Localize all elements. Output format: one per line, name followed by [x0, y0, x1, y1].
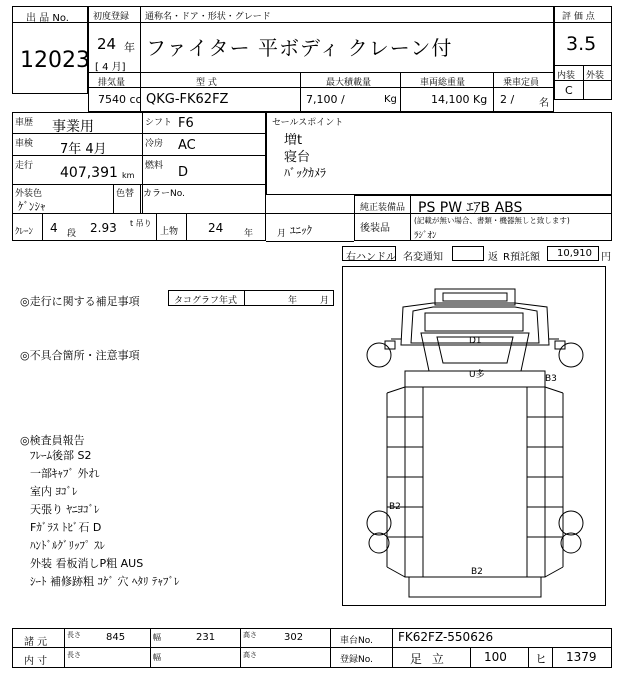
mark-label: D1	[469, 336, 482, 346]
width-label: 幅	[153, 633, 161, 642]
upper-month-unit: 月	[277, 229, 287, 239]
model-value: QKG-FK62FZ	[146, 92, 229, 107]
shift-value: F6	[178, 116, 194, 131]
inspector-item: Fｶﾞﾗｽ ﾄﾋﾞ石 D	[30, 521, 102, 534]
gross-value: 14,100 Kg	[431, 93, 488, 106]
recycle-value: 10,910	[557, 248, 592, 259]
reg-no-number: 1379	[566, 650, 597, 664]
reg-year-unit: 年	[124, 41, 135, 54]
length-label: 長さ	[67, 631, 81, 639]
color-value: ｹﾞﾝｼｬ	[18, 200, 46, 213]
dims-label: 諸 元	[24, 637, 48, 648]
steering-value: 右ハンドル	[346, 252, 396, 263]
mileage-unit: km	[122, 171, 135, 180]
height-label: 高さ	[243, 631, 257, 639]
grade-label: 評 価 点	[562, 12, 595, 22]
length-value: 845	[106, 632, 126, 643]
tacho-year-unit: 年	[288, 296, 298, 306]
sales-point-2: 寝台	[284, 150, 311, 165]
reg-no-label: 登録No.	[340, 655, 373, 665]
aftermarket-note: (記載が無い場合、書類・機器無しと致します)	[414, 216, 570, 225]
inspector-item: ﾌﾚｰﾑ後部 S2	[30, 449, 92, 462]
inspector-item: 外装 看板消しP粗 AUS	[30, 557, 144, 570]
defect-label: ◎不具合箇所・注意事項	[20, 349, 140, 362]
capacity-unit: 名	[539, 98, 549, 109]
mileage-value: 407,391	[60, 165, 118, 181]
reg-year: 24	[97, 35, 117, 53]
reg-no-value: 足 立	[410, 652, 447, 666]
inspector-item: ｼｰﾄ 補修跡粗 ｺｹﾞ 穴 ﾍﾀﾘ ﾃｬﾌﾞﾚ	[30, 575, 180, 588]
mileage-label: 走行	[15, 161, 34, 171]
history-value: 事業用	[52, 119, 94, 135]
lot-number: 12023	[20, 48, 90, 73]
width-label-2: 幅	[153, 653, 161, 662]
name-change-box	[452, 246, 484, 261]
car-name: ファイター 平ボディ クレーン付	[146, 36, 453, 60]
tacho-label: タコグラフ年式	[174, 296, 238, 306]
fuel-label: 燃料	[145, 161, 164, 171]
upper-label: 上物	[160, 227, 179, 237]
upper-year-unit: 年	[244, 229, 254, 239]
upper-year: 24	[208, 221, 224, 235]
lot-label: 出 品 No.	[26, 13, 69, 24]
truck-outline	[343, 267, 605, 605]
ac-label: 冷房	[145, 139, 164, 149]
capacity-label: 乗車定員	[503, 78, 540, 88]
reg-month: [ 4 月]	[95, 62, 126, 73]
interior-grade-label: 内装	[557, 71, 576, 81]
crane-stage-unit: 段	[67, 229, 77, 239]
mark-label: B2	[471, 567, 483, 577]
crane-tons-unit: t 吊り	[130, 219, 152, 228]
crane-label: ｸﾚｰﾝ	[15, 227, 34, 237]
inspector-item: 室内 ﾖｺﾞﾚ	[30, 485, 78, 498]
equipment-label: 純正装備品	[360, 203, 406, 213]
tax-label: 返	[488, 252, 498, 263]
width-value: 231	[196, 632, 216, 643]
inspection-label: 車検	[15, 139, 34, 149]
length-label-2: 長さ	[67, 651, 81, 659]
sales-point-1: 増t	[284, 133, 303, 148]
exterior-grade-label: 外装	[586, 71, 605, 81]
load-value: 7,100 /	[306, 93, 345, 106]
height-label-2: 高さ	[243, 651, 257, 659]
inspector-item: ﾊﾝﾄﾞﾙｸﾞﾘｯﾌﾟ ｽﾚ	[30, 539, 105, 552]
shift-label: シフト	[145, 118, 173, 128]
mark-label: U多	[469, 370, 485, 380]
recycle-label: R預託額	[503, 252, 540, 263]
footer-table	[12, 628, 612, 668]
mark-label: B2	[389, 502, 401, 512]
displacement-label: 排気量	[98, 78, 126, 88]
load-label: 最大積載量	[326, 78, 372, 88]
grade-value: 3.5	[566, 33, 597, 55]
height-value: 302	[284, 632, 304, 643]
reg-no-kana: ヒ	[535, 652, 548, 666]
sales-point-3: ﾊﾞｯｸｶﾒﾗ	[284, 166, 327, 180]
gross-label: 車両総重量	[420, 78, 466, 88]
aftermarket-value: ﾗｼﾞｵﾝ	[414, 231, 437, 241]
driving-label: ◎走行に関する補足事項	[20, 295, 140, 308]
name-change-label: 名変通知	[403, 252, 443, 263]
equipment-value: PS PW ｴｱB ABS	[418, 200, 523, 216]
history-label: 車歴	[15, 118, 34, 128]
displacement-value: 7540 cc	[98, 93, 142, 106]
reg-no-class: 100	[484, 650, 507, 664]
sales-label: セールスポイント	[272, 118, 344, 128]
load-unit: Kg	[384, 94, 397, 105]
crane-stage: 4	[50, 221, 58, 235]
name-label: 通称名・ドア・形状・グレード	[145, 12, 271, 22]
inspector-label: ◎検査員報告	[20, 434, 85, 447]
color-label: 外装色	[15, 189, 43, 199]
crane-tons: 2.93	[90, 221, 117, 235]
capacity-value: 2 /	[500, 93, 515, 106]
vin-label: 車台No.	[340, 636, 373, 646]
fuel-value: D	[178, 165, 189, 180]
colorno-label2: カラーNo.	[143, 189, 185, 199]
aftermarket-label: 後装品	[360, 223, 390, 234]
recycle-unit: 円	[601, 252, 611, 263]
reg-label: 初度登録	[93, 12, 130, 22]
tacho-month-unit: 月	[320, 296, 330, 306]
interior-grade-value: C	[565, 84, 573, 97]
colorno-label: 色替	[116, 189, 135, 199]
upper-maker: ﾕﾆｯｸ	[290, 224, 312, 237]
vin-value: FK62FZ-550626	[398, 630, 494, 644]
model-label: 型 式	[196, 78, 217, 88]
inspection-value: 7年 4月	[60, 142, 107, 157]
damage-diagram	[342, 266, 606, 606]
interior-dims-label: 内 寸	[24, 656, 48, 667]
inspector-item: 天張り ﾔﾆﾖｺﾞﾚ	[30, 503, 100, 516]
ac-value: AC	[178, 138, 196, 153]
inspector-item: 一部ｷｬﾌﾞ 外れ	[30, 467, 100, 480]
mark-label: B3	[545, 374, 557, 384]
